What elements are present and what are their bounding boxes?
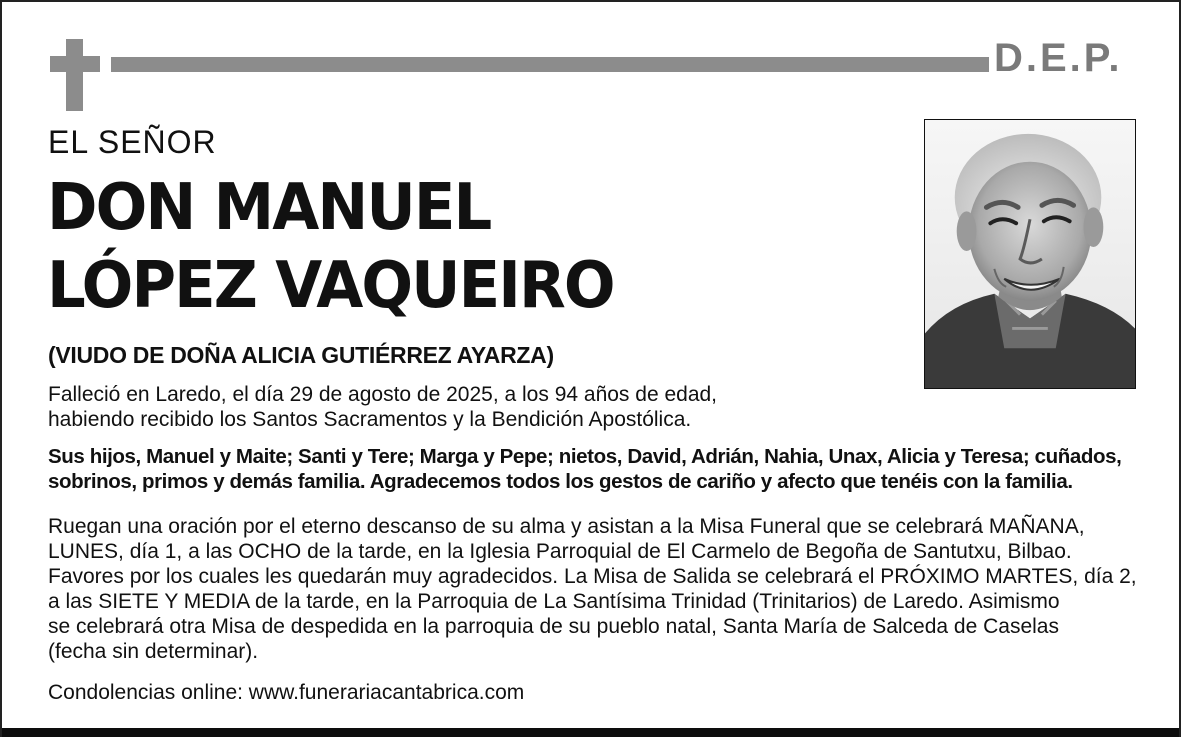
family-line: Sus hijos, Manuel y Maite; Santi y Tere; Marga y Pepe; nietos, David, Adrián, Nahia, Unax, Alicia y Teresa; cuñados, xyxy=(48,445,1122,468)
death-notice-line: habiendo recibido los Santos Sacramentos y la Bendición Apostólica. xyxy=(48,408,692,431)
ceremonies-line: a las SIETE Y MEDIA de la tarde, en la Parroquia de La Santísima Trinidad (Trinitarios) de Laredo. Asimismo xyxy=(48,590,1060,613)
condolences-line: Condolencias online: www.funerariacantabrica.com xyxy=(48,681,525,704)
deceased-name-line1: DON MANUEL xyxy=(47,171,491,245)
portrait-photo xyxy=(924,119,1136,389)
ceremonies-line: Favores por los cuales les quedarán muy agradecidos. La Misa de Salida se celebrará el PRÓXIMO MARTES, día 2, xyxy=(48,565,1137,588)
death-notice-line: Falleció en Laredo, el día 29 de agosto de 2025, a los 94 años de edad, xyxy=(48,383,718,406)
bottom-border xyxy=(2,728,1179,737)
portrait-illustration xyxy=(925,120,1135,388)
ceremonies-line: LUNES, día 1, a las OCHO de la tarde, en la Iglesia Parroquial de El Carmelo de Begoña de Santutxu, Bilbao. xyxy=(48,540,1072,563)
dep-label: D.E.P. xyxy=(994,36,1123,80)
ceremonies-line: se celebrará otra Misa de despedida en la parroquia de su pueblo natal, Santa María de Salceda de Caselas xyxy=(48,615,1059,638)
header-rule xyxy=(111,57,989,72)
widow-note: (VIUDO DE DOÑA ALICIA GUTIÉRREZ AYARZA) xyxy=(48,342,554,368)
family-line: sobrinos, primos y demás familia. Agradecemos todos los gestos de cariño y afecto que tenéis con la familia. xyxy=(48,470,1073,493)
deceased-name-line2: LÓPEZ VAQUEIRO xyxy=(47,249,614,323)
title-prefix: EL SEÑOR xyxy=(48,124,217,160)
family-paragraph xyxy=(48,444,1121,494)
cross-icon-bar xyxy=(50,56,100,72)
ceremonies-line: (fecha sin determinar). xyxy=(48,640,259,663)
ceremonies-line: Ruegan una oración por el eterno descanso de su alma y asistan a la Misa Funeral que se celebrará MAÑANA, xyxy=(48,515,1085,538)
death-notice xyxy=(48,382,717,432)
cross-icon xyxy=(66,39,83,111)
ceremonies-paragraph xyxy=(48,514,1137,664)
